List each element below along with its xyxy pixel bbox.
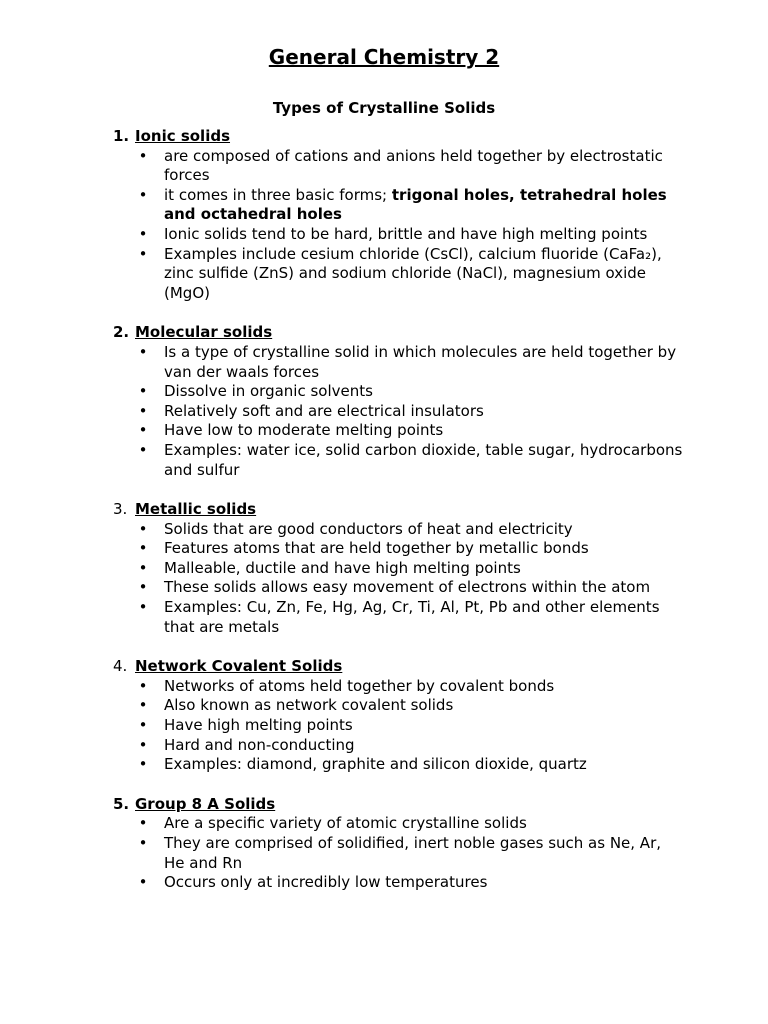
bullet-text: These solids allows easy movement of electrons within the atom <box>164 578 651 597</box>
section-heading-row <box>113 127 683 147</box>
bullet-text: Also known as network covalent solids <box>164 696 454 715</box>
bullet-item <box>113 382 683 402</box>
bullet-item <box>113 814 683 834</box>
bullet-dot-icon: • <box>138 146 148 165</box>
bullet-item <box>113 716 683 736</box>
bullet-text: Have low to moderate melting points <box>164 421 444 440</box>
bullet-text: Examples: water ice, solid carbon dioxide, table sugar, hydrocarbons and sulfur <box>164 440 683 479</box>
bullet-item <box>113 245 683 304</box>
bullet-dot-icon: • <box>138 440 148 459</box>
bullet-text: Networks of atoms held together by covalent bonds <box>164 676 555 695</box>
bullet-text: They are comprised of solidified, inert noble gases such as Ne, Ar, He and Rn <box>164 834 661 872</box>
bullet-dot-icon: • <box>138 578 148 597</box>
bullet-dot-icon: • <box>138 244 148 263</box>
section-number: 5. <box>113 794 130 813</box>
bullet-text: Is a type of crystalline solid in which molecules are held together by van der waals forces <box>164 342 677 381</box>
bullet-list <box>113 520 683 638</box>
bullet-dot-icon: • <box>138 814 148 833</box>
bullet-item <box>113 696 683 716</box>
section-ionic-solids <box>113 127 683 303</box>
bullet-dot-icon: • <box>138 224 148 243</box>
section-heading: Molecular solids <box>135 323 273 342</box>
bullet-dot-icon: • <box>138 519 148 538</box>
bullet-item <box>113 736 683 756</box>
bullet-item <box>113 559 683 579</box>
bullet-list <box>113 147 683 304</box>
bullet-item <box>113 873 683 893</box>
section-heading-row <box>113 795 683 815</box>
bullet-text: Solids that are good conductors of heat and electricity <box>164 519 573 538</box>
bullet-item <box>113 421 683 441</box>
bullet-dot-icon: • <box>138 716 148 735</box>
section-group-8a-solids <box>113 795 683 893</box>
bullet-list <box>113 343 683 480</box>
bullet-text: Examples include cesium chloride (CsCl), calcium fluoride (CaFa₂), zinc sulfide (ZnS) and sodium chloride (NaCl), magnesium oxide (MgO) <box>164 244 662 302</box>
bullet-item <box>113 578 683 598</box>
section-heading: Group 8 A Solids <box>135 794 276 813</box>
bullet-bold-text: trigonal holes, tetrahedral holes and octahedral holes <box>164 185 667 224</box>
bullet-text: Hard and non-conducting <box>164 735 355 754</box>
bullet-item <box>113 147 683 186</box>
bullet-item <box>113 539 683 559</box>
section-molecular-solids <box>113 323 683 480</box>
section-metallic-solids <box>113 500 683 637</box>
bullet-dot-icon: • <box>138 342 148 361</box>
bullet-item <box>113 343 683 382</box>
bullet-text: Examples: diamond, graphite and silicon dioxide, quartz <box>164 755 587 774</box>
bullet-item <box>113 441 683 480</box>
bullet-text: Malleable, ductile and have high melting points <box>164 558 521 577</box>
bullet-text: Examples: Cu, Zn, Fe, Hg, Ag, Cr, Ti, Al, Pt, Pb and other elements that are metals <box>164 598 660 636</box>
bullet-item <box>113 598 683 637</box>
section-heading-row <box>113 500 683 520</box>
bullet-list <box>113 814 683 892</box>
bullet-dot-icon: • <box>138 755 148 774</box>
section-number: 4. <box>113 657 128 676</box>
bullet-dot-icon: • <box>138 598 148 617</box>
section-heading: Network Covalent Solids <box>135 657 343 676</box>
bullet-item <box>113 225 683 245</box>
bullet-item <box>113 834 683 873</box>
section-heading: Ionic solids <box>135 127 231 145</box>
bullet-text: Have high melting points <box>164 716 353 735</box>
bullet-item <box>113 677 683 697</box>
bullet-dot-icon: • <box>138 873 148 892</box>
section-number: 1. <box>113 127 130 145</box>
bullet-item <box>113 755 683 775</box>
bullet-text: Ionic solids tend to be hard, brittle and have high melting points <box>164 224 648 243</box>
bullet-dot-icon: • <box>138 834 148 852</box>
bullet-text: Dissolve in organic solvents <box>164 382 373 401</box>
document-title: General Chemistry 2 <box>268 45 500 69</box>
section-heading: Metallic solids <box>135 500 257 519</box>
section-number: 2. <box>113 323 130 342</box>
bullet-text: it comes in three basic forms; <box>164 185 392 204</box>
bullet-text: Are a specific variety of atomic crystalline solids <box>164 814 527 833</box>
bullet-dot-icon: • <box>138 676 148 695</box>
bullet-text: are composed of cations and anions held together by electrostatic forces <box>164 146 663 185</box>
bullet-text: Relatively soft and are electrical insulators <box>164 401 484 420</box>
sections-list <box>113 127 683 913</box>
bullet-dot-icon: • <box>138 185 148 204</box>
bullet-dot-icon: • <box>138 401 148 420</box>
bullet-text: Features atoms that are held together by metallic bonds <box>164 539 589 558</box>
bullet-dot-icon: • <box>138 382 148 401</box>
bullet-item <box>113 402 683 422</box>
section-number: 3. <box>113 500 128 519</box>
section-heading-row <box>113 657 683 677</box>
bullet-dot-icon: • <box>138 558 148 577</box>
bullet-dot-icon: • <box>138 421 148 440</box>
bullet-list <box>113 677 683 775</box>
bullet-dot-icon: • <box>138 696 148 715</box>
bullet-item <box>113 520 683 540</box>
bullet-dot-icon: • <box>138 735 148 754</box>
bullet-text: Occurs only at incredibly low temperatures <box>164 873 488 892</box>
bullet-item <box>113 186 683 225</box>
section-network-covalent-solids <box>113 657 683 775</box>
bullet-dot-icon: • <box>138 539 148 558</box>
document-subtitle: Types of Crystalline Solids <box>272 99 496 117</box>
section-heading-row <box>113 323 683 343</box>
